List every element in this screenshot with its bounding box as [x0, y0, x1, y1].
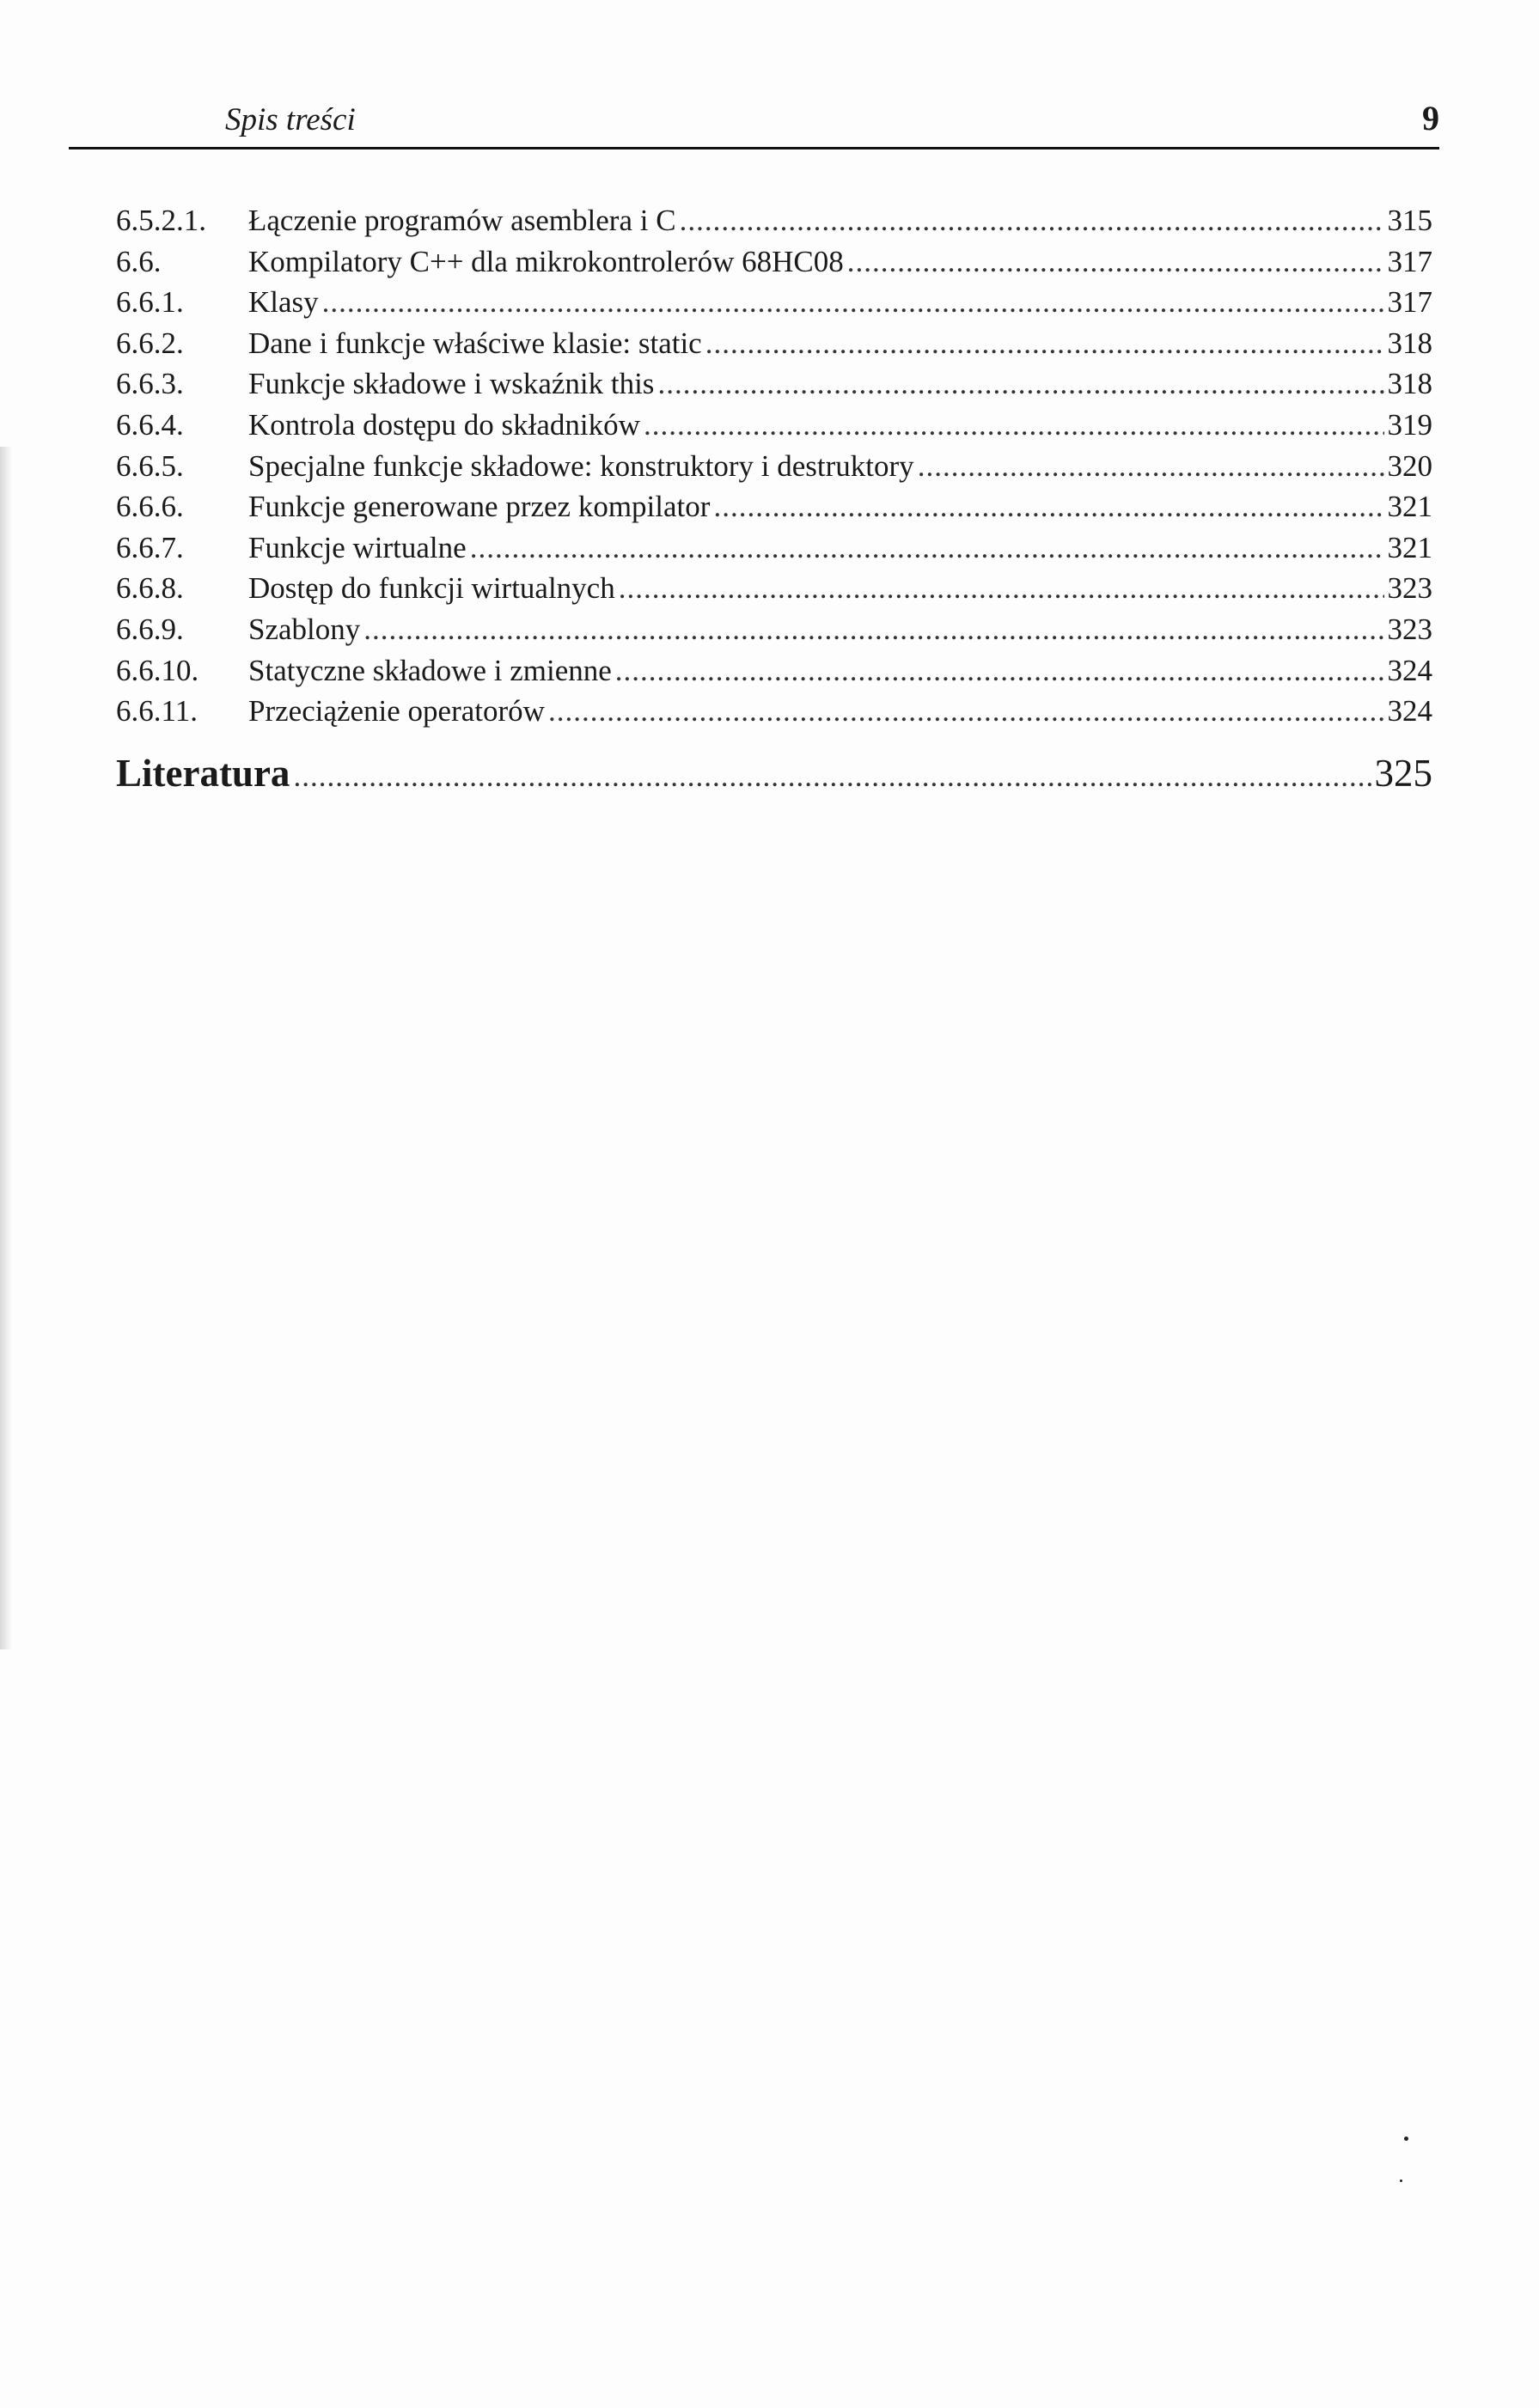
- toc-entry-title: Dane i funkcje właściwe klasie: static: [248, 326, 702, 360]
- dot-leader: [548, 694, 1384, 728]
- major-entry-page: 325: [1374, 751, 1432, 795]
- toc-entry: [116, 245, 1432, 286]
- toc-entry-title: Przeciążenie operatorów: [248, 694, 545, 728]
- toc-entry-number: 6.6.5.: [116, 448, 184, 483]
- toc-entry-page: 321: [1387, 490, 1432, 524]
- toc-entry: [116, 571, 1432, 613]
- toc-entry-page: 317: [1387, 285, 1432, 320]
- toc-entry: [116, 613, 1432, 654]
- toc-entry-title: Kontrola dostępu do składników: [248, 407, 640, 442]
- toc-entry-title: Funkcje generowane przez kompilator: [248, 490, 711, 524]
- toc-entry: [116, 367, 1432, 408]
- toc-entry-page: 324: [1387, 694, 1432, 728]
- toc-entry-number: 6.6.3.: [116, 367, 184, 401]
- toc-entry-page: 320: [1387, 448, 1432, 483]
- toc-entry-title: Łączenie programów asemblera i C: [248, 204, 676, 237]
- table-of-contents: [116, 204, 1432, 802]
- scan-shadow: [0, 447, 12, 1649]
- toc-entry-page: 321: [1387, 530, 1432, 564]
- toc-entry-page: 315: [1387, 204, 1432, 237]
- dot-leader: [615, 654, 1384, 688]
- toc-entry: [116, 449, 1432, 491]
- toc-entry-number: 6.6.6.: [116, 490, 184, 524]
- dot-leader: [470, 531, 1384, 565]
- scan-speck: [1404, 2137, 1408, 2141]
- scan-speck: [1400, 2179, 1402, 2182]
- dot-leader: [644, 408, 1384, 442]
- major-entry-title: Literatura: [116, 751, 290, 795]
- toc-entry-number: 6.6.1.: [116, 285, 184, 320]
- running-head: [69, 93, 1439, 153]
- toc-entry: [116, 408, 1432, 449]
- toc-major-entry: [116, 751, 1432, 802]
- toc-entry-number: 6.6.: [116, 244, 162, 278]
- toc-entry: [116, 490, 1432, 531]
- toc-entry-title: Statyczne składowe i zmienne: [248, 653, 612, 687]
- toc-entry-page: 317: [1387, 244, 1432, 278]
- dot-leader: [363, 613, 1383, 647]
- toc-entry-title: Kompilatory C++ dla mikrokontrolerów 68HC08: [248, 244, 844, 278]
- toc-entry-title: Funkcje składowe i wskaźnik this: [248, 367, 655, 401]
- toc-entry: [116, 204, 1432, 245]
- dot-leader: [322, 285, 1384, 320]
- toc-entry-title: Specjalne funkcje składowe: konstruktory i destruktory: [248, 448, 914, 483]
- toc-entry-page: 323: [1387, 612, 1432, 646]
- header-rule: [69, 147, 1439, 149]
- toc-entry-page: 318: [1387, 326, 1432, 360]
- toc-entry-number: 6.6.9.: [116, 612, 184, 646]
- dot-leader: [705, 326, 1384, 361]
- toc-entry: [116, 285, 1432, 326]
- toc-entry: [116, 326, 1432, 368]
- toc-entry-page: 319: [1387, 407, 1432, 442]
- toc-entry-page: 323: [1387, 571, 1432, 606]
- toc-entry-title: Klasy: [248, 285, 319, 320]
- toc-entry-page: 324: [1387, 653, 1432, 687]
- toc-entry-title: Szablony: [248, 612, 361, 646]
- dot-leader: [847, 245, 1384, 279]
- dot-leader: [657, 367, 1383, 401]
- toc-entry-number: 6.6.2.: [116, 326, 184, 360]
- toc-entry-title: Funkcje wirtualne: [248, 530, 467, 564]
- toc-entry: [116, 654, 1432, 695]
- page-number: 9: [1422, 99, 1439, 137]
- toc-entry-number: 6.6.11.: [116, 694, 198, 728]
- running-title: Spis treści: [225, 102, 356, 137]
- toc-entry-number: 6.6.8.: [116, 571, 184, 606]
- toc-entry: [116, 694, 1432, 735]
- dot-leader: [713, 490, 1383, 524]
- dot-leader: [619, 571, 1384, 606]
- toc-entry-number: 6.6.4.: [116, 407, 184, 442]
- dot-leader: [680, 204, 1384, 238]
- toc-entry-title: Dostęp do funkcji wirtualnych: [248, 571, 615, 606]
- toc-entry: [116, 531, 1432, 572]
- toc-entry-number: 6.5.2.1.: [116, 204, 206, 237]
- toc-entry-number: 6.6.10.: [116, 653, 199, 687]
- toc-entry-number: 6.6.7.: [116, 530, 184, 564]
- toc-entry-page: 318: [1387, 367, 1432, 401]
- dot-leader: [293, 759, 1371, 794]
- dot-leader: [918, 449, 1384, 484]
